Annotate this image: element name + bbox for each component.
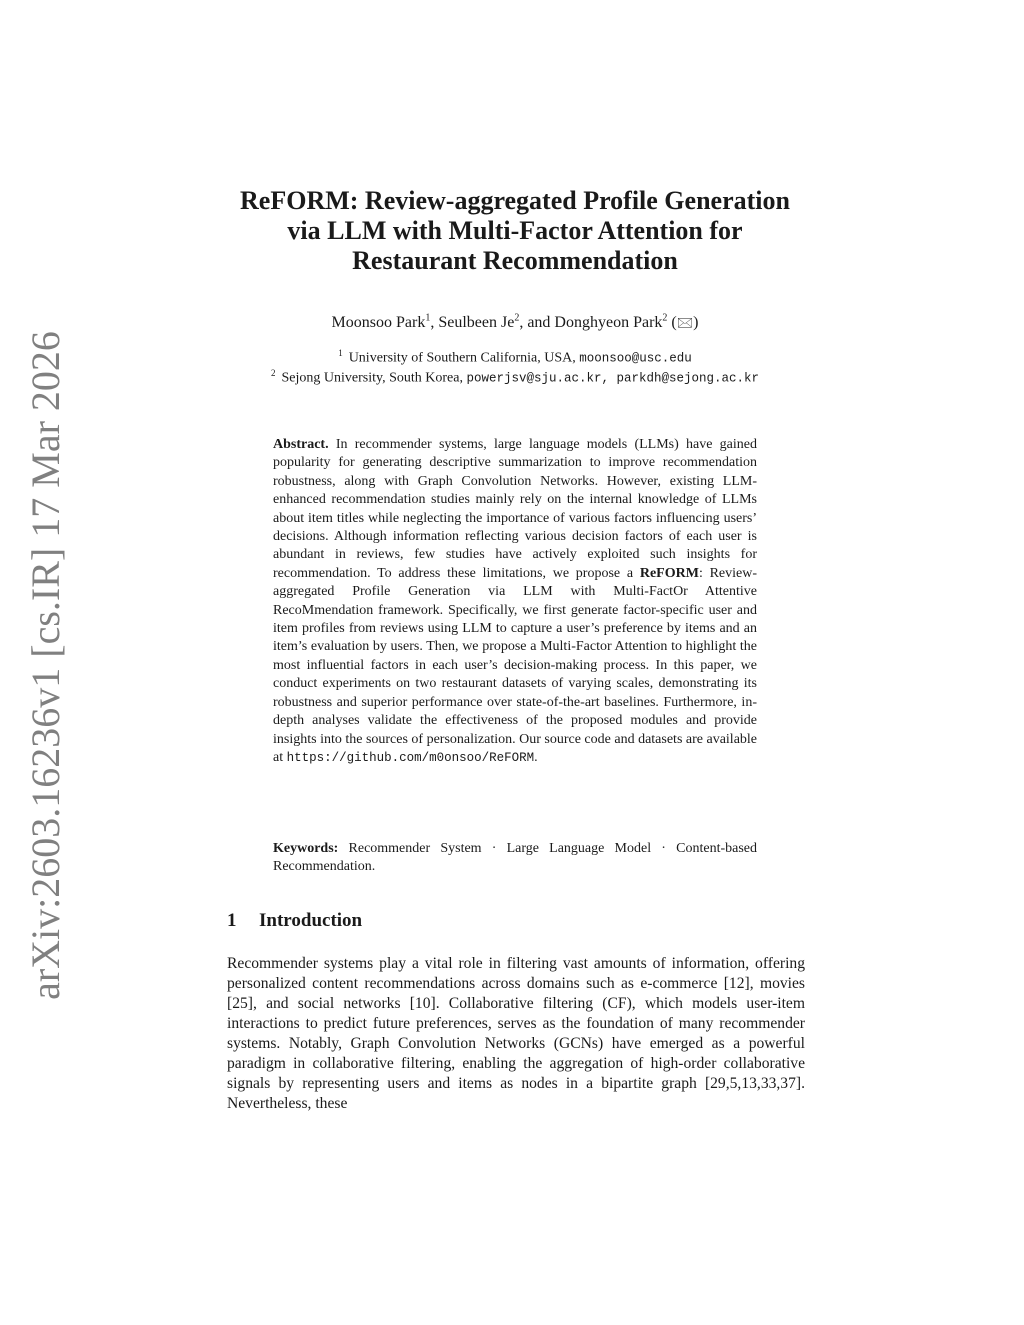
abstract-body-part-2: Specifically, we first generate factor-specific user and item profiles from reviews using LLM to capture a user’s preference by items and an item’s evaluation by users. Then, we propose a Multi-Factor Attention to highlight the most influential factors in each user’s decision-making process. In this paper, we conduct experiments on two restaurant datasets of varying scales, demonstrating its robustness and superior performance over state-of-the-art baselines. Furthermore, in-depth analyses validate the effectiveness of the proposed modules and provide insights into the sources of personalization. Our source code and datasets are available at (273, 602, 758, 765)
author-affiliation-mark: 2 (514, 312, 520, 324)
email-address: powerjsv@sju.ac.kr, parkdh@sejong.ac.kr (466, 371, 760, 386)
corresponding-author-envelope-icon: 🖂 (676, 315, 694, 331)
keywords-text: Recommender System · Large Language Model · Content-based Recommendation. (273, 841, 757, 875)
section-heading (227, 910, 362, 932)
arxiv-id-text: arXiv:2603.16236v1 [cs.IR] 17 Mar 2026 (22, 330, 68, 1000)
author-name: Moonsoo Park (331, 314, 426, 331)
title-line-3: Restaurant Recommendation (352, 246, 678, 275)
affiliation-number: 1 (338, 348, 343, 358)
author-name: Seulbeen Je (438, 314, 515, 331)
author-affiliation-mark: 1 (425, 312, 431, 324)
introduction-paragraph: Recommender systems play a vital role in filtering vast amounts of information, offering personalized content recommendations across domains such as e-commerce [12], movies [25], and social networks [10]. Collaborative filtering (CF), which models user-item interactions to predict future preferences, serves as the foundation of many recommender systems. Notably, Graph Convolution Networks (GCNs) have emerged as a powerful paradigm in collaborative filtering, enabling the aggregation of high-order collaborative signals by representing users and items as nodes in a bipartite graph [29,5,13,33,37]. Nevertheless, these (227, 955, 805, 1112)
author-name: Donghyeon Park (554, 314, 663, 331)
affiliation-text: Sejong University, South Korea, (281, 370, 463, 386)
affiliation-number: 2 (270, 368, 276, 378)
arxiv-identifier (16, 330, 74, 1000)
email-address: moonsoo@usc.edu (579, 351, 692, 366)
affiliation-2 (200, 368, 830, 387)
title-line-2: via LLM with Multi-Factor Attention for (287, 216, 743, 245)
author-list: Moonsoo Park$^1$, Seulbeen Je$^2$, and Donghyeon Park$^2$ (🖂) (331, 312, 699, 331)
framework-expansion: : Review-aggregated Profile Generation via LLM with Multi-FactOr Attentive RecoMmendation framework. (273, 565, 757, 618)
abstract (273, 436, 757, 767)
abstract-end: . (534, 749, 538, 765)
author-affiliation-mark: 2 (662, 312, 668, 324)
paper-title (200, 186, 830, 276)
section-title: Introduction (259, 910, 363, 931)
affiliation-1 (200, 348, 830, 367)
framework-name: ReFORM (639, 565, 699, 581)
keywords-label: Keywords: (273, 841, 339, 856)
affiliation-text: University of Southern California, USA, (348, 350, 576, 366)
section-number: 1 (227, 910, 237, 931)
title-line-1: ReFORM: Review-aggregated Profile Generation (240, 186, 790, 215)
keywords (273, 840, 757, 877)
code-repository-link[interactable]: https://github.com/m0onsoo/ReFORM (286, 750, 535, 765)
abstract-body-part-1: In recommender systems, large language models (LLMs) have gained popularity for generating descriptive summarization to improve recommendation robustness, along with Graph Convolution Networks. However, existing LLM-enhanced recommendation studies mainly rely on the internal knowledge of LLMs about item titles while neglecting the importance of various factors influencing users’ decisions. Although information reflecting various decision factors of each user is abundant in reviews, few studies have actively exploited such insights for recommendation. To address these limitations, we propose a (273, 437, 758, 581)
abstract-label: Abstract. (273, 437, 329, 452)
